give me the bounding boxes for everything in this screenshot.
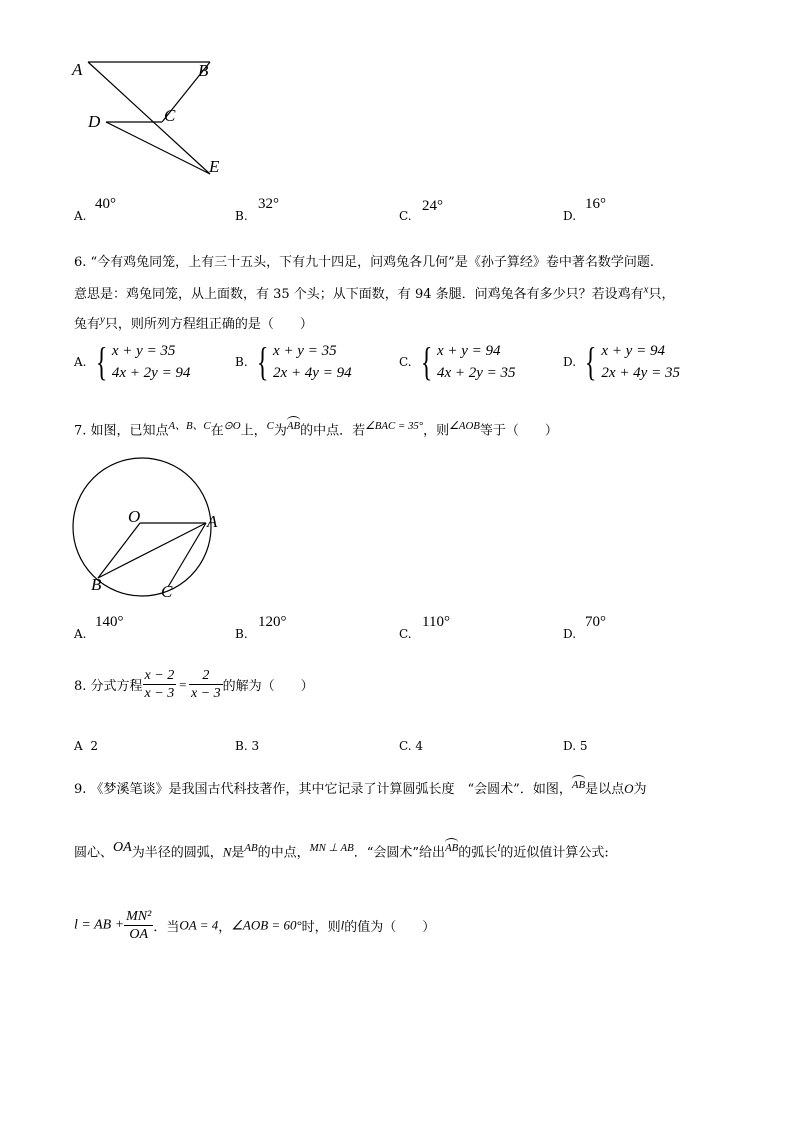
q9-l2d: 的中点， <box>257 845 310 861</box>
q9-o: O <box>624 781 634 796</box>
numerator: x − 2 <box>144 668 175 683</box>
q8-option-b <box>235 739 259 753</box>
q5-option-b-value: 32° <box>258 196 279 212</box>
q9-l1b: 是以点 <box>585 782 625 797</box>
q9-formula-lhs: l = AB + <box>74 917 125 933</box>
q5-option-c-letter: C. <box>399 209 412 223</box>
q7-arc-ab: AB <box>286 420 301 432</box>
q7-label-a: A <box>207 512 218 531</box>
q9-line-3 <box>74 908 435 943</box>
q7-p4: 为 <box>273 423 287 439</box>
q7-p5: 的中点．若 <box>300 423 366 439</box>
q7-option-d-value: 70° <box>585 614 606 630</box>
value: 4 <box>415 739 424 753</box>
q5-label-d: D <box>88 112 101 131</box>
eq-2: 4x + 2y = 94 <box>111 365 191 381</box>
q9-oa-value: OA = 4 <box>179 917 219 933</box>
q7-angle-ask: ∠AOB <box>449 420 480 432</box>
q9-l3b: ， <box>218 920 232 935</box>
q9-l2a: 圆心、 <box>74 845 114 861</box>
q9-l1a: 9. 《梦溪笔谈》是我国古代科技著作，其中它记录了计算圆弧长度 “会圆术”．如图， <box>74 782 572 797</box>
numerator: 2 <box>189 667 223 685</box>
q6-option-c-letter: C. <box>399 355 412 369</box>
eq-1: x + y = 35 <box>111 343 176 359</box>
q9-l2g: 的近似值计算公式: <box>500 845 609 861</box>
q6-option-a <box>74 340 190 384</box>
q9-l: l <box>497 842 501 854</box>
q9-l3c: 时，则 <box>301 920 341 935</box>
q9-l2c: 是 <box>231 845 245 861</box>
brace: { <box>584 339 597 384</box>
q8-option-d <box>563 739 587 753</box>
brace: { <box>256 339 269 384</box>
q9-oa: OA <box>113 840 132 855</box>
q8-stem <box>74 667 314 702</box>
q7-option-c-value: 110° <box>422 614 450 630</box>
q9-line-1 <box>74 778 647 797</box>
q5-label-b: B <box>198 61 209 80</box>
q7-label-c: C <box>161 582 173 601</box>
brace: { <box>95 339 107 384</box>
q7-label-o: O <box>128 507 141 526</box>
equation-system <box>273 340 352 384</box>
q5-option-a-letter: A. <box>74 209 87 223</box>
value: 2 <box>90 739 98 753</box>
q9-line-2 <box>74 840 609 860</box>
q6-line-3 <box>74 313 313 332</box>
q7-points: A、B、C <box>168 420 211 432</box>
q9-l2e: ．“会圆术”给出 <box>353 845 446 861</box>
letter: B. <box>235 739 248 753</box>
q7-option-b-letter: B. <box>235 627 248 641</box>
eq-1: x + y = 94 <box>601 343 665 359</box>
q8-fraction-left <box>143 667 177 702</box>
q5-option-a-value: 40° <box>95 196 116 212</box>
q7-circle: ⊙O <box>223 420 241 432</box>
q8-prefix: 8. 分式方程 <box>74 679 143 694</box>
q9-l3a: ．当 <box>153 920 180 935</box>
q5-option-d-value: 16° <box>585 196 606 212</box>
q9-angle: ∠AOB = 60° <box>231 917 302 933</box>
q7-stem <box>74 418 558 438</box>
q7-p6: ，则 <box>423 423 450 439</box>
q7-label-b: B <box>91 575 102 594</box>
q6-line-2-end: 只， <box>648 287 675 302</box>
value: 3 <box>251 739 260 753</box>
q5-option-b-letter: B. <box>235 209 248 223</box>
q9-ab: AB <box>244 842 258 854</box>
q9-l-var: l <box>340 917 345 933</box>
q5-option-d-letter: D. <box>563 209 577 223</box>
q7-c: C <box>266 420 274 432</box>
q6-option-b-letter: B. <box>235 355 248 369</box>
q7-p3: 上， <box>240 423 267 439</box>
q9-l3d: 的值为（ ） <box>344 920 436 935</box>
q7-p7: 等于（ ） <box>479 423 558 439</box>
numerator: MN² <box>126 909 152 924</box>
q6-line-3-start: 兔有 <box>74 317 101 332</box>
q6-option-d-letter: D. <box>563 355 577 369</box>
q5-label-c: C <box>164 106 176 125</box>
eq-2: 2x + 4y = 35 <box>601 365 680 381</box>
q9-arc-ab-2: AB <box>445 842 459 854</box>
q6-line-1: 6. “今有鸡兔同笼，上有三十五头，下有九十四足，问鸡兔各几何”是《孙子算经》卷中著名数学问题. <box>74 255 654 270</box>
q8-option-c <box>399 739 423 753</box>
letter: D. <box>563 739 577 753</box>
q9-l2f: 的弧长 <box>458 845 498 861</box>
value: 5 <box>579 739 588 753</box>
q8-fraction-right <box>189 667 223 702</box>
q5-option-c-value: 24° <box>422 198 443 214</box>
q5-label-e: E <box>209 157 220 176</box>
segment-ae <box>88 62 210 174</box>
letter: A <box>74 739 83 753</box>
q6-option-c <box>399 340 516 384</box>
q7-option-d-letter: D. <box>563 627 577 641</box>
q6-option-a-letter: A. <box>74 355 87 369</box>
eq-2: 4x + 2y = 35 <box>436 365 516 381</box>
eq-1: x + y = 94 <box>436 343 501 359</box>
q7-option-b-value: 120° <box>258 614 287 630</box>
q7-option-a-value: 140° <box>95 614 124 630</box>
q6-line-2-text: 意思是：鸡兔同笼，从上面数，有 35 个头；从下面数，有 94 条腿．问鸡兔各有多少只？若设鸡有 <box>74 287 644 302</box>
q5-label-a: A <box>72 60 83 79</box>
denominator: OA <box>129 927 149 942</box>
q6-var-x: x <box>643 283 649 296</box>
q6-line-3-end: 只，则所列方程组正确的是（ ） <box>104 317 313 332</box>
equation-system <box>601 340 680 384</box>
q9-perp: MN ⊥ AB <box>309 842 354 854</box>
q7-p1: 7. 如图，已知点 <box>74 423 169 439</box>
q8-suffix: 的解为（ ） <box>222 679 314 694</box>
q6-var-y: y <box>100 313 105 326</box>
segment-ob <box>98 523 140 578</box>
q7-p2: 在 <box>210 423 224 439</box>
letter: C. <box>399 739 412 753</box>
brace: { <box>420 339 433 384</box>
q7-angle-given: ∠BAC = 35° <box>365 420 424 432</box>
q9-l2b: 为半径的圆弧， <box>131 845 223 861</box>
eq-2: 2x + 4y = 94 <box>273 365 352 381</box>
q9-n: N <box>222 844 232 860</box>
q6-line-2 <box>74 283 674 302</box>
q9-arc-ab-1: AB <box>571 778 586 791</box>
q6-option-b <box>235 340 352 384</box>
segment-db <box>106 122 210 174</box>
q9-formula-fraction <box>124 908 153 943</box>
denominator: x − 3 <box>191 686 221 701</box>
q7-option-a-letter: A. <box>74 627 87 641</box>
q8-equals: = <box>178 676 187 692</box>
q6-option-d <box>563 340 680 384</box>
denominator: x − 3 <box>144 686 175 701</box>
eq-1: x + y = 35 <box>273 343 337 359</box>
q9-l1c: 为 <box>633 782 647 797</box>
equation-system <box>437 340 516 384</box>
equation-system <box>112 340 191 384</box>
q7-option-c-letter: C. <box>399 627 412 641</box>
q8-option-a <box>74 739 98 753</box>
